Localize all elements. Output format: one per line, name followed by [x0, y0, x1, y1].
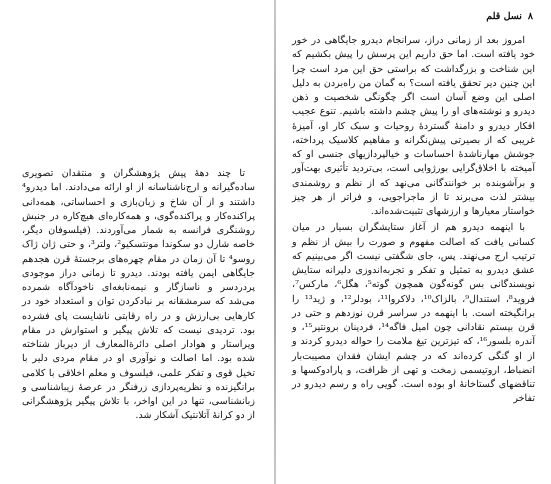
paragraph: با اینهمه دیدرو هم از آغاز ستایشگران بسیار در میان کسانی یافت که اصالت مفهوم و صورت را بیش از نظم و ترتیب ارج می‌نهند. پس، جای شگفتی نیست اگر می‌بینیم که عشق دیدرو به تمثیل و تفکر و تجربه‌اندوزی دلیرانه ستایش نویسندگانی بس گونه‌گون همچون گوته⁵، هگل⁶، مارکس⁷، فروید⁸، استندال⁹، بالزاک¹⁰، دلاکروا¹¹، بودلر¹²، و ژید¹³ را برانگیخته است. با اینهمه در سراسر قرن نوزدهم و حتی در قرن بیستم نقادانی چون امیل فاگه¹⁴، فردینان برونتیر¹⁵، و آندره بلسور¹⁶، که تیزترین تیغ ملامت را حواله دیدرو کردند و از او گنگی کرده‌اند که در چشم ایشان فقدان مصیبت‌بار انضباط، اروتیسمی زمخت و تهی از ظرافت، و پارادوکسها و تناقضهای گستاخانهٔ او بوده است. گویی راه و رسم دیدرو در تفاخر: [292, 222, 536, 405]
left-page: [0, 0, 275, 484]
page-header: [294, 10, 533, 24]
paragraph: امروز بعد از زمانی دراز، سرانجام دیدرو جایگاهی در خور خود یافته است. اما حق داریم این پرسش را پیش بکشیم که این شناخت و بزرگداشت که براستی حق این مرد است چرا این چنین دیر تحقق یافته است؟ به گمان من راه‌بردن به دلیل اصلی این وضع آسان است اگر چگونگی شخصیت و ذهن دیدرو و نوشته‌های او را پیش چشم داشته باشیم. تنوع عجیب افکار دیدرو و دامنهٔ گستردهٔ روحیات و سبک کار او، آمیزهٔ غریبی که از بصیرتی پیش‌نگرانه و مفاهیم کلاسیک پرداخته، جوشش مهارناشدهٔ احساسات و خیالپردازیهای جنسی او که آمیخته با اخلاق‌گرایی بورژوایی است، بی‌تردید تأثیری بهت‌آور و برآشوبنده بر خوانندگانی می‌نهد که از نظم و روشمندی بیشتر لذت می‌برند تا از ماجراجویی، و فراتر از هر چیز خواستار معیارها و ارزشهای تثبیت‌شده‌اند.: [292, 35, 535, 217]
page-number: ۸: [527, 11, 533, 22]
paragraph: تا چند دههٔ پیش پژوهشگران و منتقدان تصویری ساده‌گیرانه و ارج‌ناشناسانه از او ارائه می‌دادند. اما دیدرو⁴ داشتند و از آن شاخ و زبان‌بازی و احساساتی، همه‌دانی پراکنده‌کار و پراکنده‌گوی، و همه‌کاره‌ای هیچ‌کاره در جنبش روشنگری فرانسه به شمار می‌آوردند. (فیلسوفان دیگر، خاصه شارل دو سکوندا مونتسکیو²، ولتر³، و حتی ژان ژاک روسو⁴ تا آن زمان در مقام چهره‌های برجستهٔ قرن هجدهم جایگاهی ایمن یافته بودند. دیدرو تا زمانی دراز موجودی پردردسر و ناسازگار و نیمه‌نابغه‌ای ناخودآگاه شمرده می‌شد که سرمشقانه بر نبادکردن توان و استعداد خود در کارهایی بی‌ارزش و در راه رقابتی ناشایست پای فشرده بود. تردیدی نیست که تلاش پیگیر و استوارش در مقام ویراستار و هوادار اصلی دائرةالمعارف از دیرباز شناخته شده بود. اما اصالت و نوآوری او در مقام مردی دلیر با تخیل قوی و تفکر علمی، فیلسوف و معلم اخلاقی با کلامی برانگیزنده و نظریه‌پردازی زرفنگر در عرصهٔ زیباشناسی و زبانشناسی، تنها در این اواخر، با تلاش پیگیر پژوهشگرانی از دو کرانهٔ آتلانتیک آشکار شد.: [22, 168, 255, 422]
right-page-text: [292, 34, 535, 409]
left-page-text: [22, 167, 255, 426]
running-title: نسل قلم: [486, 11, 522, 22]
right-page: [276, 0, 551, 484]
